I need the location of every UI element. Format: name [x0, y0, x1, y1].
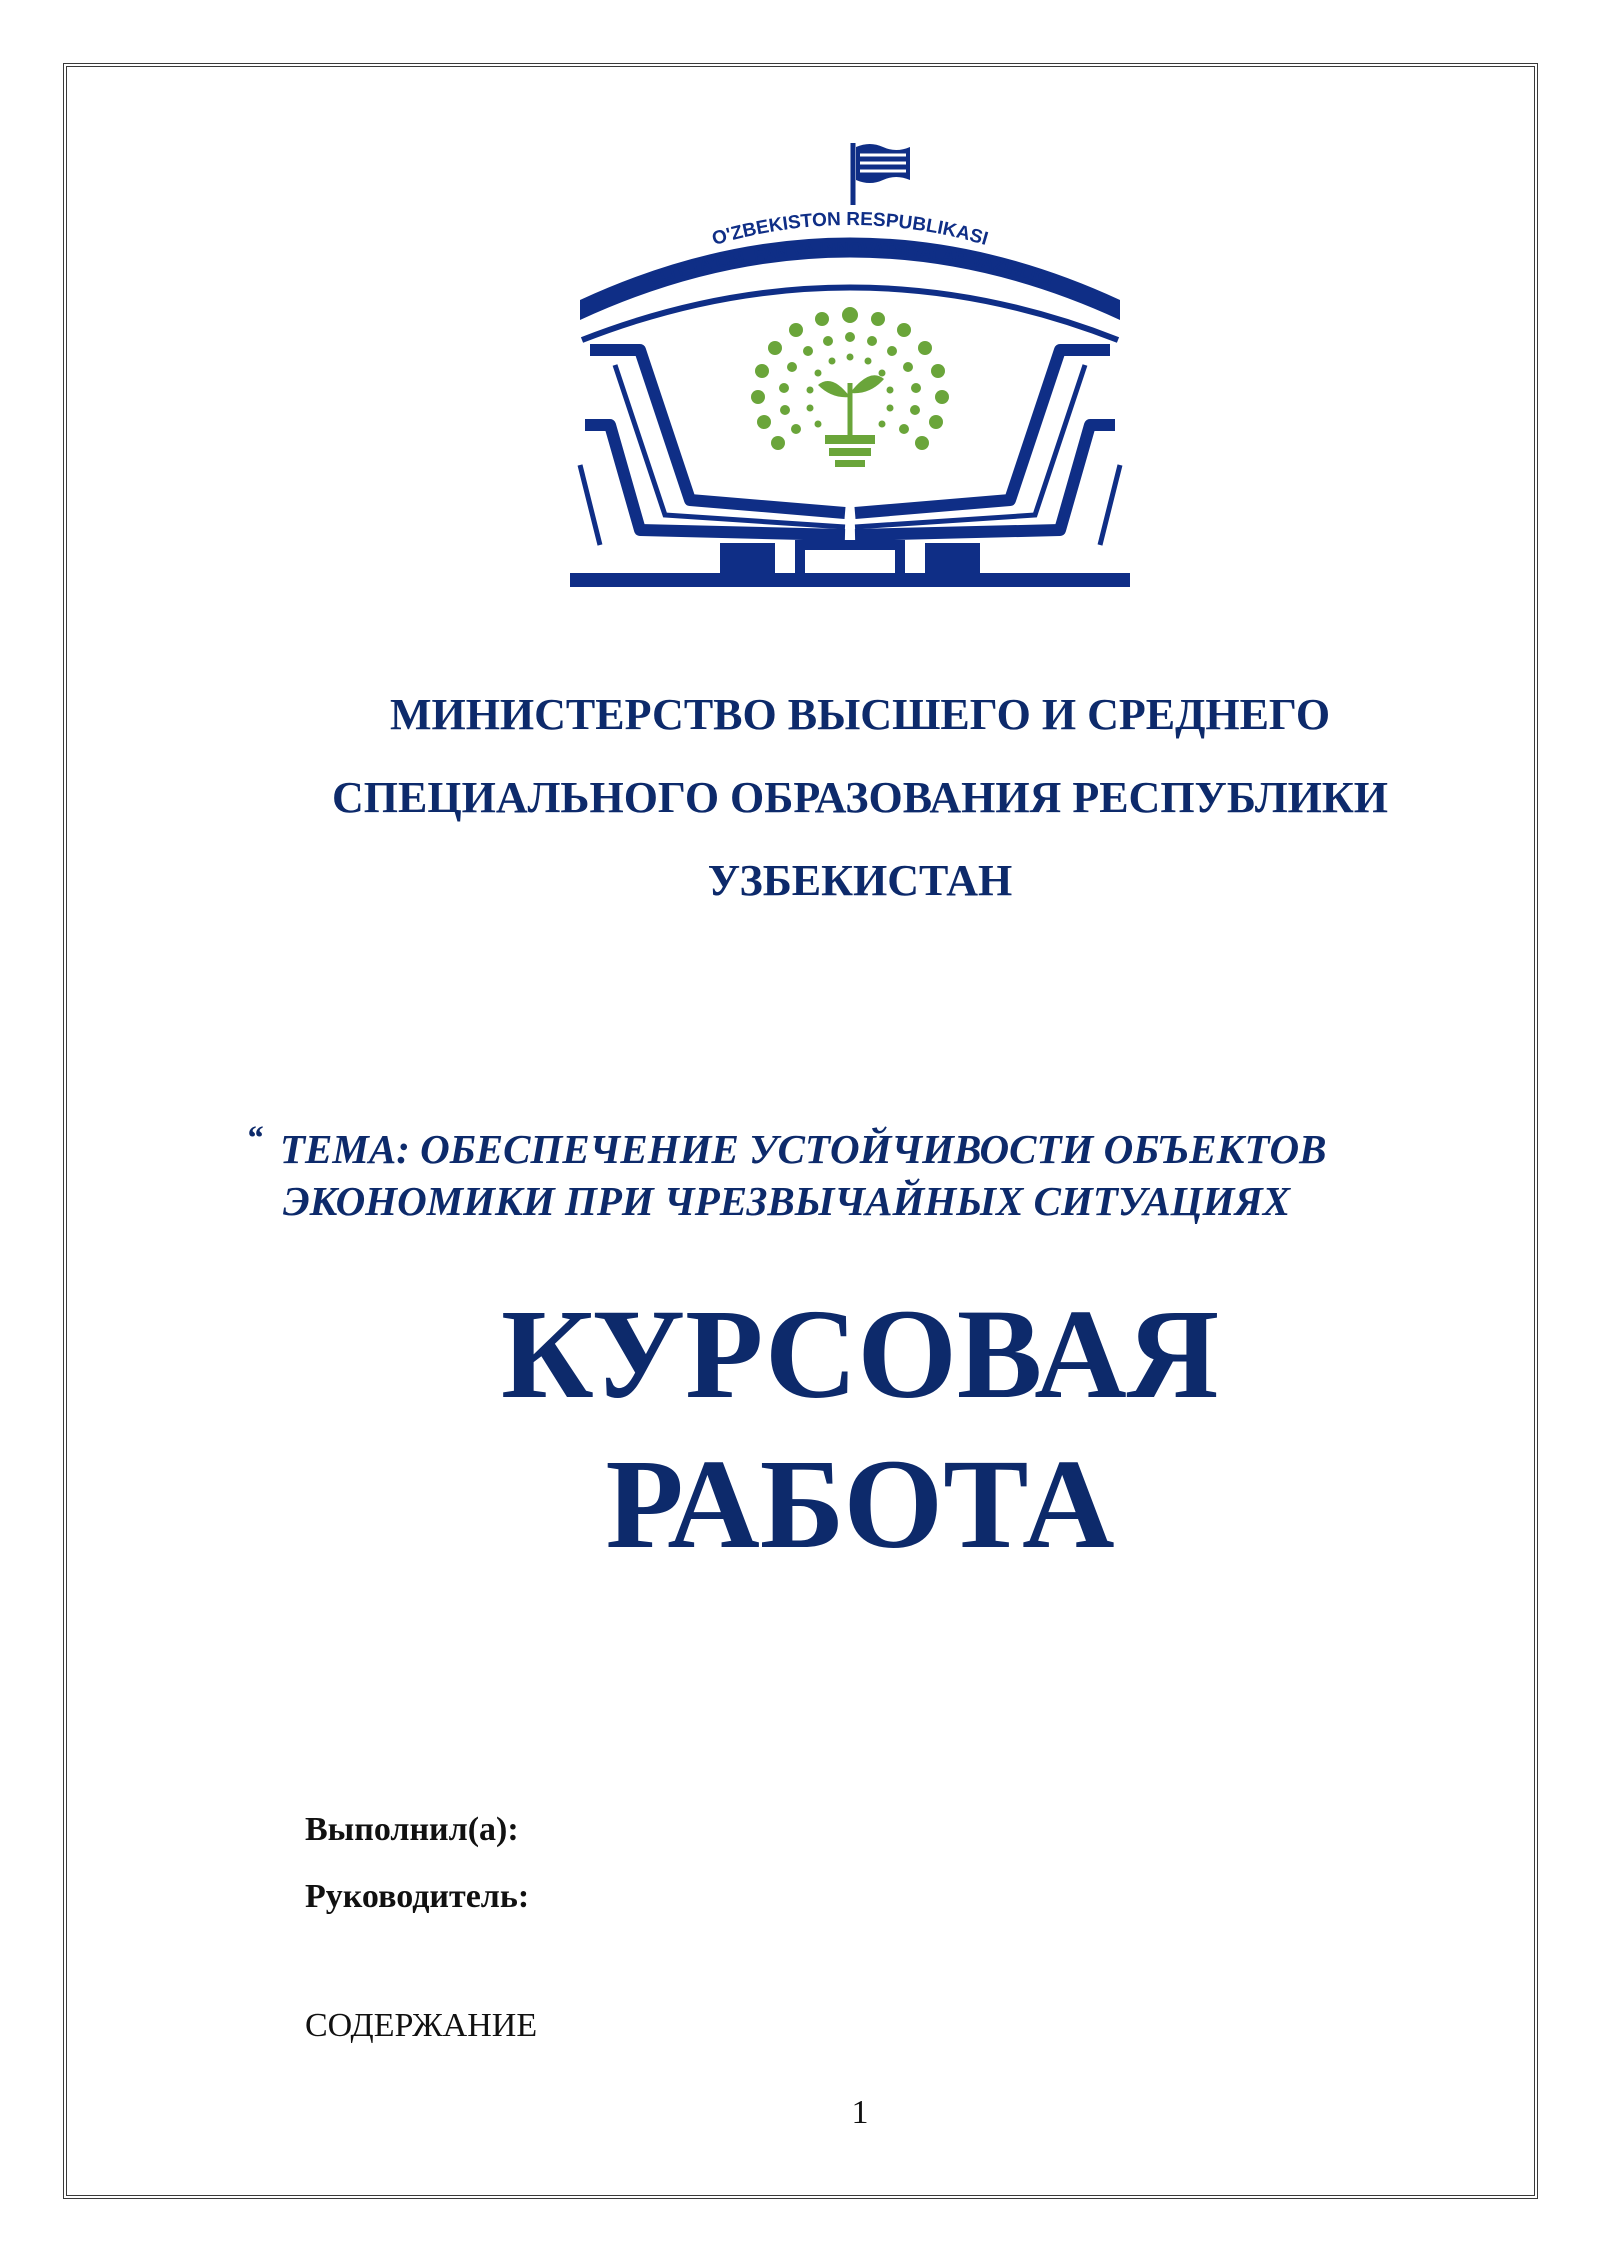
ministry-name-line-1: МИНИСТЕРСТВО ВЫСШЕГО И СРЕДНЕГО	[389, 690, 1331, 739]
document-title-line-2: РАБОТА	[605, 1433, 1115, 1575]
supervisor-label: Руководитель:	[305, 1878, 530, 1915]
ministry-emblem-logo	[570, 135, 1130, 597]
sprout-bulb-icon	[818, 375, 884, 467]
contents-heading: СОДЕРЖАНИЕ	[305, 2007, 538, 2044]
ministry-name-line-3: УЗБЕКИСТАН	[707, 856, 1013, 905]
document-title-line-1: КУРСОВАЯ	[500, 1283, 1220, 1425]
topic-quote-mark: “	[246, 1120, 263, 1157]
emblem-arc-text-1: O'ZBEKISTON RESPUBLIKASI	[709, 208, 991, 250]
performer-label: Выполнил(а):	[305, 1811, 519, 1848]
page-number: 1	[851, 2094, 869, 2131]
ministry-name-line-2: СПЕЦИАЛЬНОГО ОБРАЗОВАНИЯ РЕСПУБЛИКИ	[332, 773, 1388, 822]
flag-icon	[853, 143, 910, 205]
topic-line-1: ТЕМА: ОБЕСПЕЧЕНИЕ УСТОЙЧИВОСТИ ОБЪЕКТОВ	[280, 1126, 1327, 1172]
topic-line-2: ЭКОНОМИКИ ПРИ ЧРЕЗВЫЧАЙНЫХ СИТУАЦИЯХ	[283, 1178, 1291, 1224]
emblem-arc-text-2: OLIY TA'LIM, FAN VA INNOVATSIYALAR VAZIRLIGI	[644, 238, 1056, 289]
